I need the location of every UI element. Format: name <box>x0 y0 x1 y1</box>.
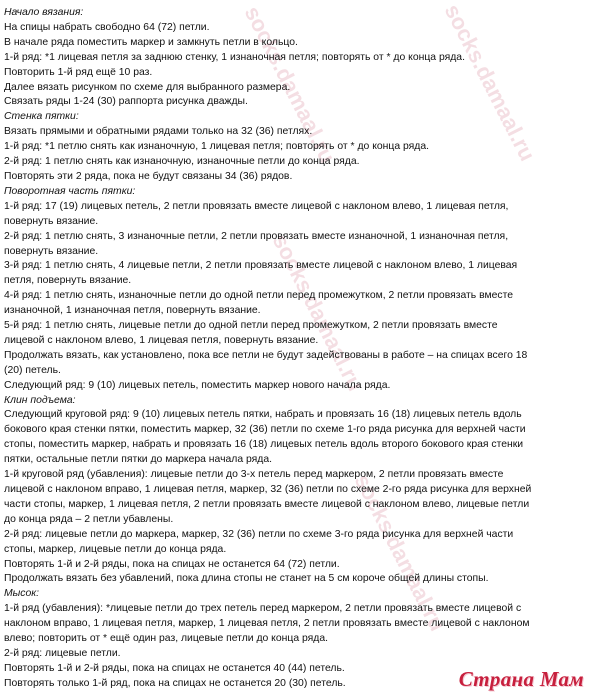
instruction-line: 2-й ряд: лицевые петли. <box>4 647 121 659</box>
section-heading: Стенка пятки: <box>4 111 79 123</box>
instruction-line: 1-й ряд (убавления): *лицевые петли до трех петель перед маркером, 2 петли провязать вместе лицевой с <box>4 603 522 615</box>
instruction-line: стопы, маркер, лицевые петли до конца ряда. <box>4 543 227 555</box>
instruction-line: 4-й ряд: 1 петлю снять, изнаночные петли до одной петли перед промежутком, 2 петли провязать вместе <box>4 290 514 302</box>
instruction-line: 3-й ряд: 1 петлю снять, 4 лицевые петли, 2 петли провязать вместе лицевой с наклоном влево, 1 лицевая <box>4 260 518 272</box>
watermark-2: socks.damaal.ru <box>439 0 541 165</box>
instruction-line: изнаночной, 1 изнаночная петля, повернуть вязание. <box>4 305 261 317</box>
instruction-line: На спицы набрать свободно 64 (72) петли. <box>4 21 210 33</box>
section-heading: Мысок: <box>4 588 40 600</box>
instruction-line: Повторять эти 2 ряда, пока не будут связаны 34 (36) рядов. <box>4 170 293 182</box>
instruction-line: В начале ряда поместить маркер и замкнуть петли в кольцо. <box>4 36 298 48</box>
instruction-line: Далее вязать рисунком по схеме для выбранного размера. <box>4 81 291 93</box>
strana-mam-logo: Страна Мам <box>458 667 584 691</box>
section-heading: Клин подъема: <box>4 394 76 406</box>
watermark-4: socks.damaal.ru <box>349 470 451 635</box>
instruction-line: Вязать прямыми и обратными рядами только на 32 (36) петлях. <box>4 126 313 138</box>
instruction-line: 1-й ряд: *1 петлю снять как изнаночную, 1 лицевая петля; повторять от * до конца ряда. <box>4 141 430 153</box>
instruction-line: бокового края стенки пятки, поместить маркер, 32 (36) петли по схеме 1-го ряда рисунка для верхней части <box>4 424 526 436</box>
instruction-line: влево; повторить от * ещё один раз, лицевые петли до конца ряда. <box>4 633 329 645</box>
instruction-line: петля, повернуть вязание. <box>4 275 132 287</box>
instruction-line: Повторять 1-й и 2-й ряды, пока на спицах не останется 64 (72) петли. <box>4 558 340 570</box>
watermark-1: socks.damaal.ru <box>239 2 341 167</box>
instruction-line: (20) петель. <box>4 364 61 376</box>
instruction-line: Следующий ряд: 9 (10) лицевых петель, поместить маркер нового начала ряда. <box>4 379 391 391</box>
instruction-line: Следующий круговой ряд: 9 (10) лицевых петель пятки, набрать и провязать 16 (18) лицевых петель вдоль <box>4 409 522 421</box>
instruction-line: до конца ряда – 2 петли убавлены. <box>4 513 174 525</box>
instruction-line: 1-й ряд: *1 лицевая петля за заднюю стенку, 1 изнаночная петля; повторять от * до конца ряда. <box>4 51 465 63</box>
instruction-line: Повторять только 1-й ряд, пока на спицах не останется 20 (30) петель. <box>4 677 346 689</box>
instruction-line: 2-й ряд: лицевые петли до маркера, маркер, 32 (36) петли по схеме 3-го ряда рисунка для верхней части <box>4 528 514 540</box>
instruction-line: 2-й ряд: 1 петлю снять, 3 изнаночные петли, 2 петли провязать вместе изнаночной, 1 изнаночная петля, <box>4 230 509 242</box>
instruction-line: 1-й ряд: 17 (19) лицевых петель, 2 петли провязать вместе лицевой с наклоном влево, 1 лицевая петля, <box>4 200 509 212</box>
instruction-line: пятки, остальные петли пятки до маркера начала ряда. <box>4 454 273 466</box>
instruction-line: наклоном вправо, 1 лицевая петля, маркер, 1 лицевая петля, 2 петли провязать вместе лицевой с наклоном <box>4 618 530 630</box>
knitting-instructions <box>4 6 586 692</box>
section-heading: Поворотная часть пятки: <box>4 185 136 197</box>
instruction-line: повернуть вязание. <box>4 215 99 227</box>
instruction-line: Повторять 1-й и 2-й ряды, пока на спицах не останется 40 (44) петель. <box>4 662 345 674</box>
watermark-3: socks.damaal.ru <box>267 230 369 395</box>
instruction-line: повернуть вязание. <box>4 245 99 257</box>
instruction-line: Продолжать вязать, как установлено, пока все петли не будут задействованы в работе – на спицах всего 18 <box>4 349 528 361</box>
instruction-line: 5-й ряд: 1 петлю снять, лицевые петли до одной петли перед промежутком, 2 петли провязать вместе <box>4 320 498 332</box>
instruction-line: 1-й круговой ряд (убавления): лицевые петли до 3-х петель перед маркером, 2 петли провязать вместе <box>4 469 504 481</box>
instruction-line: стопы, поместить маркер, набрать и провязать 16 (18) лицевых петель вдоль второго бокового края стенки <box>4 439 524 451</box>
instruction-line: Связать ряды 1-24 (30) раппорта рисунка дважды. <box>4 96 248 108</box>
instruction-line: Продолжать вязать без убавлений, пока длина стопы не станет на 5 см короче общей длины стопы. <box>4 573 489 585</box>
instruction-line: части стопы, маркер, 1 лицевая петля, 2 петли провязать вместе лицевой с наклоном влево, лицевые петли <box>4 498 530 510</box>
instruction-line: лицевой с наклоном вправо, 1 лицевая петля, маркер, 32 (36) петли по схеме 2-го ряда рисунка для верхней <box>4 484 532 495</box>
instruction-line: лицевой с наклоном влево, 1 лицевая петля, повернуть вязание. <box>4 334 319 346</box>
instruction-line: 2-й ряд: 1 петлю снять как изнаночную, изнаночные петли до конца ряда. <box>4 156 360 168</box>
instruction-line: Повторить 1-й ряд ещё 10 раз. <box>4 66 153 78</box>
section-heading: Начало вязания: <box>4 7 84 18</box>
